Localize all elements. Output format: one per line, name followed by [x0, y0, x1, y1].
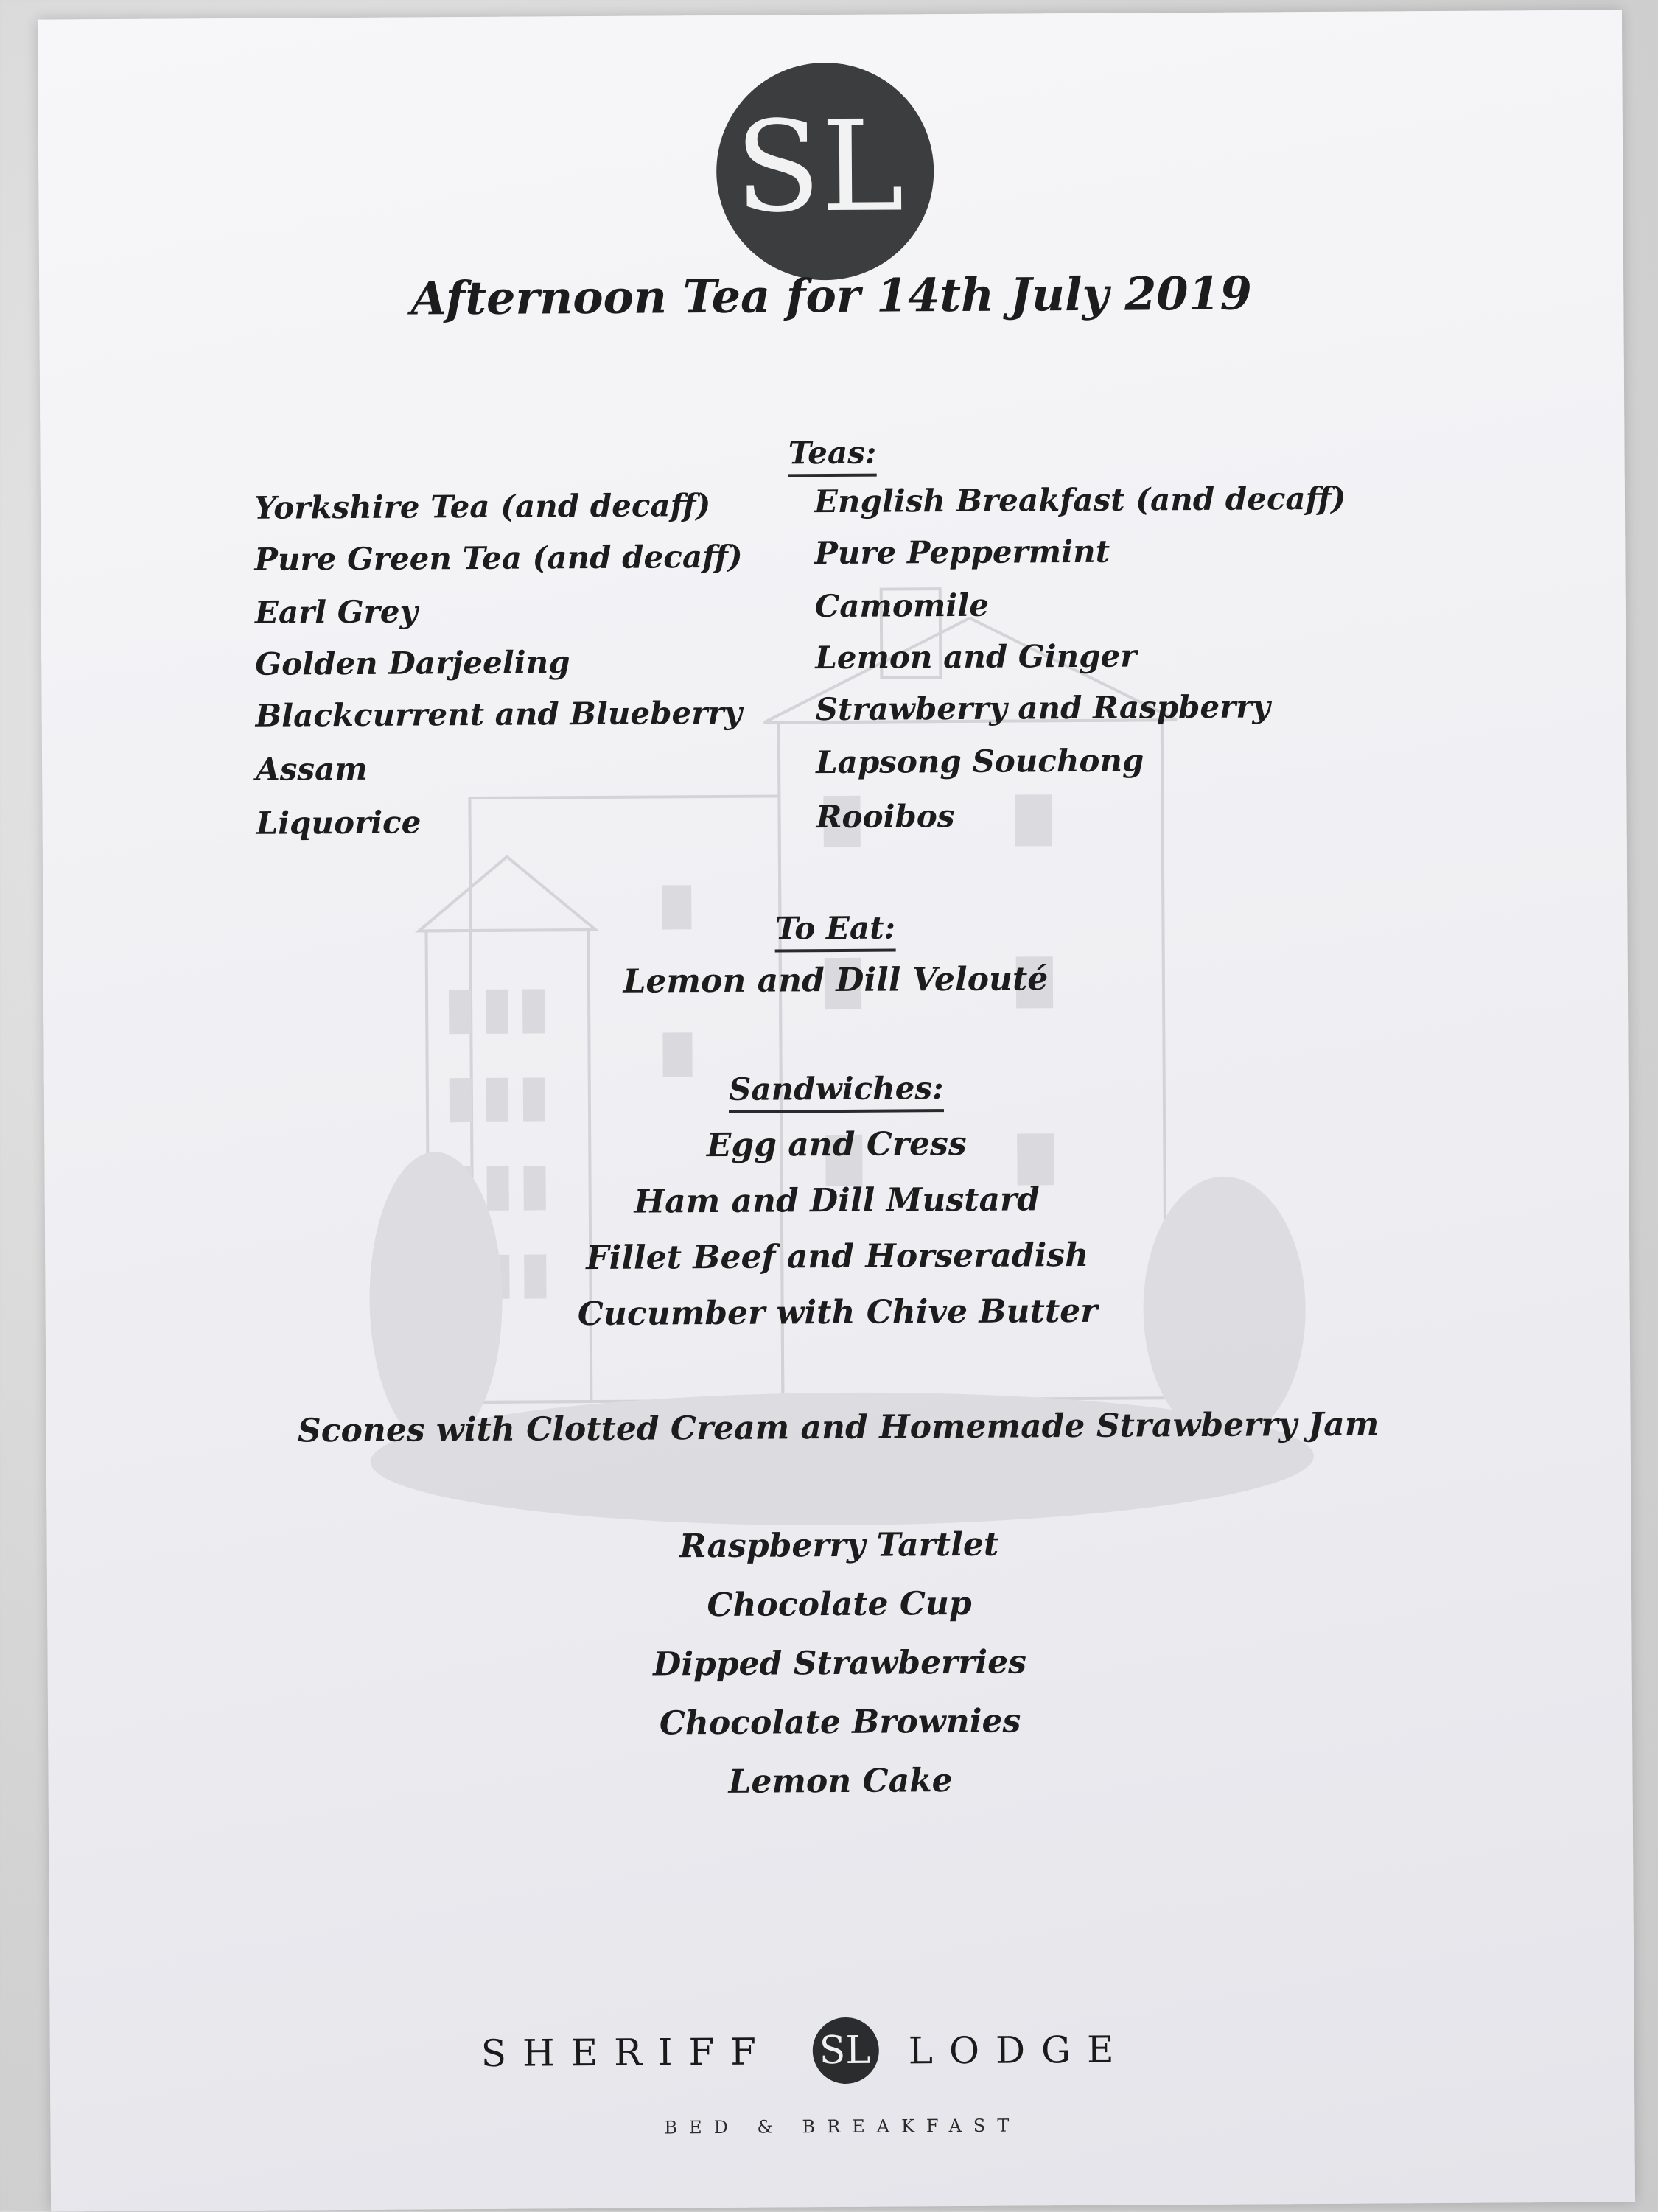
- tea-item: Strawberry and Raspberry: [815, 688, 1270, 728]
- sandwich-item: Cucumber with Chive Butter: [577, 1292, 1098, 1334]
- tea-item: Assam: [256, 750, 368, 788]
- sandwiches-heading: Sandwiches:: [44, 1065, 1629, 1111]
- dessert-item: Chocolate Cup: [707, 1584, 972, 1625]
- teas-heading: Teas:: [40, 430, 1624, 475]
- sandwich-item: Ham and Dill Mustard: [634, 1180, 1040, 1221]
- small-logo-monogram: SL: [819, 2028, 872, 2073]
- tea-item: Blackcurrent and Blueberry: [255, 694, 743, 734]
- tea-item: Pure Green Tea (and decaff): [254, 538, 743, 578]
- dessert-item: Chocolate Brownies: [659, 1702, 1021, 1743]
- dessert-item: Lemon Cake: [728, 1762, 953, 1801]
- to-eat-item: Lemon and Dill Velouté: [623, 960, 1049, 1001]
- dessert-item: Raspberry Tartlet: [679, 1525, 999, 1566]
- tea-item: Lemon and Ginger: [815, 637, 1137, 676]
- logo-monogram: SL: [734, 94, 905, 241]
- brand-name-right: LODGE: [908, 2028, 1130, 2073]
- tea-item: English Breakfast (and decaff): [814, 480, 1346, 520]
- sl-monogram-logo: [716, 62, 934, 281]
- menu-sheet: [38, 10, 1635, 2211]
- brand-name-left: SHERIFF: [480, 2030, 773, 2075]
- brand-subtitle: BED & BREAKFAST: [664, 2115, 1021, 2138]
- sl-small-logo: [813, 2017, 880, 2085]
- dessert-item: Dipped Strawberries: [653, 1643, 1027, 1684]
- page-title: Afternoon Tea for 14th July 2019: [410, 266, 1253, 326]
- tea-item: Liquorice: [256, 804, 422, 841]
- tea-item: Earl Grey: [254, 593, 419, 631]
- tea-item: Pure Peppermint: [814, 533, 1110, 572]
- tea-item: Camomile: [814, 587, 990, 625]
- sandwich-item: Egg and Cress: [706, 1124, 967, 1165]
- scones-line: Scones with Clotted Cream and Homemade Strawberry Jam: [297, 1405, 1379, 1450]
- tea-item: Rooibos: [816, 798, 955, 836]
- tea-item: Lapsong Souchong: [815, 742, 1144, 781]
- tea-item: Golden Darjeeling: [255, 644, 570, 682]
- tea-item: Yorkshire Tea (and decaff): [253, 487, 711, 526]
- to-eat-heading: To Eat:: [43, 905, 1627, 951]
- sandwich-item: Fillet Beef and Horseradish: [586, 1236, 1089, 1278]
